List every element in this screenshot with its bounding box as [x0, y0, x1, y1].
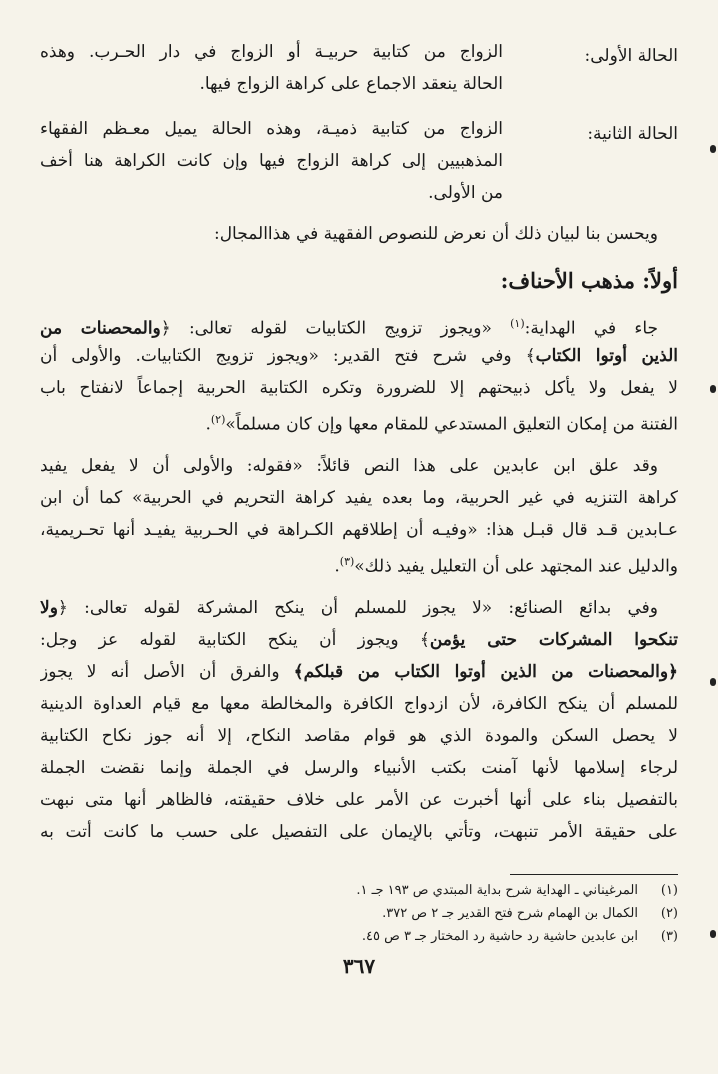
para1-line-1 — [40, 310, 658, 343]
para3-line-5: لا يحصل السكن والمودة الذي هو قوام مقاصد النكاح، إلا أنه جوز نكاح الكتابية — [40, 726, 678, 746]
quran-quote: تنكحوا المشركات حتى يؤمن — [429, 630, 678, 650]
case-1-line-2: الحالة ينعقد الاجماع على كراهة الزواج فيها. — [199, 74, 503, 94]
footnote-text: ابن عابدين حاشية رد حاشية رد المختار جـ ٣ ص ٤٥. — [361, 929, 638, 944]
para2-line-2: كراهة التنزيه في غير الحربية، وما بعده يفيد كراهة التحريم في الحربية» كما أن ابن — [40, 488, 678, 508]
section-heading: أولاً: مذهب الأحناف: — [500, 268, 678, 293]
para1-text: الفتنة من إمكان التعليق المستدعي للمقام معها وإن كان مسلماً» — [225, 414, 678, 435]
footnote-ref-1: (١) — [510, 317, 525, 330]
scan-mark — [710, 385, 716, 393]
quran-quote: ﴿والمحصنات من الذين أوتوا الكتاب من قبلكم﴾ — [293, 662, 678, 682]
scan-mark — [710, 930, 716, 938]
para3-line-8: على حقيقة الأمر تنبهت، وتأتي بالإيمان على التفصيل على حسب ما كانت أتت به — [40, 822, 678, 842]
para1-line-2 — [40, 342, 678, 370]
footnote-separator — [510, 874, 678, 875]
case-1-label: الحالة الأولى: — [584, 46, 678, 66]
footnote-text: المرغيناني ـ الهداية شرح بداية المبتدي ص ١٩٣ جـ ١. — [356, 883, 638, 898]
case-2-line-1: الزواج من كتابية ذميـة، وهذه الحالة يميل معـظم الفقهاء — [40, 119, 503, 139]
para3-text: والفرق أن الأصل أنه لا يجوز — [40, 662, 294, 682]
para3-line-2 — [40, 626, 678, 654]
para2-text: والدليل عند المجتهد على أن التعليل يفيد ذلك» — [354, 556, 678, 577]
para3-line-7: بالتفصيل بناء على أنها أخبرت عن الأمر على خلاف حقيقته، فالظاهر أنها متى نبهت — [40, 790, 678, 810]
para3-line-3 — [40, 658, 678, 686]
page-number: ٣٦٧ — [342, 954, 376, 978]
footnote-text: الكمال بن الهمام شرح فتح القدير جـ ٢ ص ٣٧٢. — [382, 906, 638, 921]
para3-line-4: للمسلم أن ينكح الكافرة، لأن ازدواج الكافرة والمخالطة معها مع قيام العداوة الدينية — [40, 694, 678, 714]
footnote-3 — [38, 926, 678, 948]
intro-line: ويحسن بنا لبيان ذلك أن نعرض للنصوص الفقهية في هذاالمجال: — [213, 224, 658, 244]
footnote-number: (٣) — [660, 929, 678, 944]
footnote-2 — [38, 903, 678, 925]
footnote-1 — [38, 880, 678, 902]
para3-line-6: لرجاء إسلامها لأنها آمنت بكتب الأنبياء والرسل في الجملة وإنما نقضت الجملة — [40, 758, 678, 778]
para1-text: ﴾ وفي شرح فتح القدير: «ويجوز تزويج الكتابيات. والأولى أن — [40, 346, 536, 366]
quran-quote: الذين أوتوا الكتاب — [535, 346, 678, 366]
para3-text: ﴾ ويجوز أن ينكح الكتابية لقوله عز وجل: — [40, 630, 430, 650]
para1-line-4: الفتنة من إمكان التعليق المستدعي للمقام معها وإن كان مسلماً»$^{(٢)}$. — [205, 413, 678, 435]
footnote-ref-3: (٣) — [339, 555, 355, 568]
quran-quote: ولا — [40, 598, 58, 618]
scan-mark — [710, 145, 716, 153]
case-1-line-1: الزواج من كتابية حربيـة أو الزواج في دار الحـرب. وهذه — [40, 42, 503, 62]
para2-line-1: وقد علق ابن عابدين على هذا النص قائلاً: «فقوله: والأولى أن لا يفعل يفيد — [40, 456, 658, 476]
quran-quote: والمحصنات من — [40, 318, 161, 339]
case-2-label: الحالة الثانية: — [587, 124, 678, 144]
para1-text: جاء في الهداية: — [524, 318, 658, 339]
case-2-line-2: المذهبيين إلى كراهة الزواج فيها وإن كانت الكراهة هنا أخف — [40, 151, 503, 171]
para1-text: «ويجوز تزويج الكتابيات لقوله تعالى: ﴿ — [160, 318, 492, 339]
case-2-line-3: من الأولى. — [428, 183, 503, 203]
scan-mark — [710, 678, 716, 686]
para1-line-3: لا يفعل ولا يأكل ذبيحتهم إلا للضرورة وتكره الكتابية الحربية إجماعاً لانفتاح باب — [40, 378, 678, 398]
para2-line-3: عـابدين قـد قال قبـل هذا: «وفيـه أن إطلاقهم الكـراهة في الحـربية يفيـد أنها تحـريمية، — [40, 520, 678, 540]
para3-line-1 — [40, 594, 658, 622]
para3-text: وفي بدائع الصنائع: «لا يجوز للمسلم أن ينكح المشركة لقوله تعالى: ﴿ — [57, 598, 658, 618]
footnote-ref-2: (٢) — [210, 413, 226, 426]
para2-line-4: والدليل عند المجتهد على أن التعليل يفيد ذلك»$^{(٣)}$. — [334, 555, 678, 577]
footnote-number: (٢) — [660, 906, 678, 921]
footnote-number: (١) — [660, 883, 678, 898]
